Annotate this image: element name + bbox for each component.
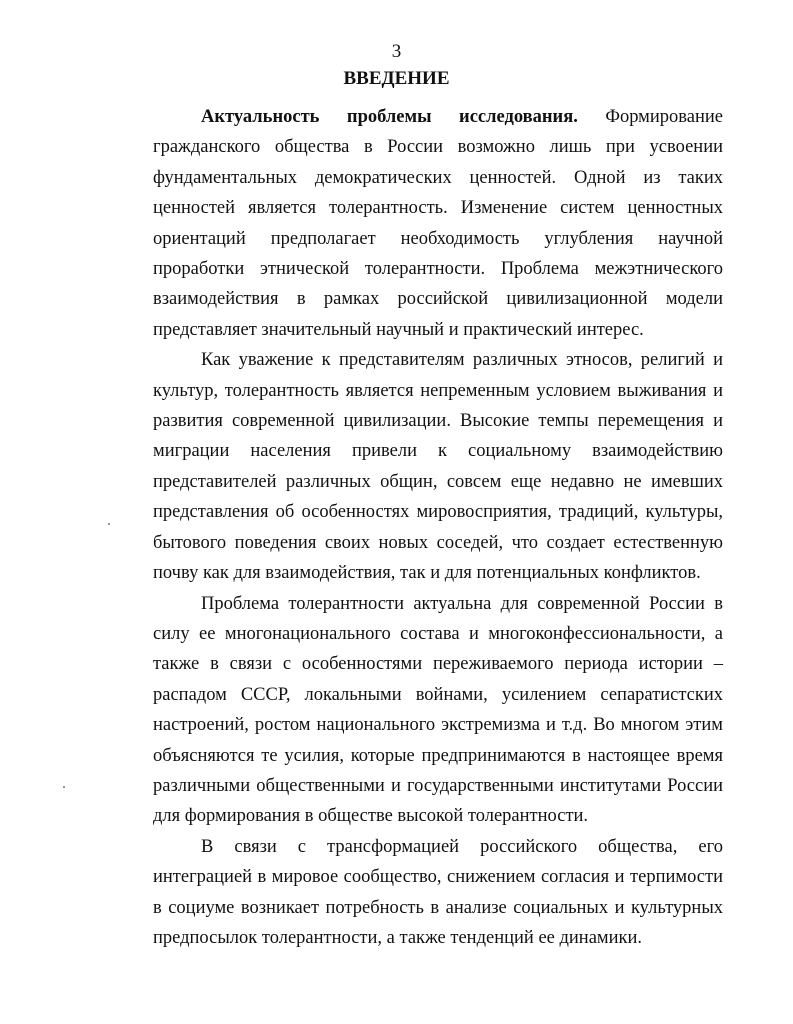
paragraph-lead: Актуальность проблемы исследования. <box>201 107 578 127</box>
paragraph-text: Формирование гражданского общества в России возможно лишь при усвоении фундаментальных демократических ценностей. Одной из таких ценностей является толерантность. Изменение систем ценностных ориентаций предполагает необходимость углубления научной проработки этнической толерантности. Проблема межэтнического взаимодействия в рамках российской цивилизационной модели представляет значительный научный и практический интерес. <box>153 107 723 340</box>
body-text <box>153 102 723 953</box>
paragraph-russia-problem: Проблема толерантности актуальна для современной России в силу ее многонационального состава и многоконфессиональности, а также в связи с особенностями переживаемого периода истории – распадом СССР, локальными войнами, усилением сепаратистских настроений, ростом национального экстремизма и т.д. Во многом этим объясняются те усилия, которые предпринимаются в настоящее время различными общественными и государственными институтами России для формирования в обществе высокой толерантности. <box>153 593 723 827</box>
scan-speck <box>63 786 65 788</box>
paragraph-relevance <box>153 102 723 345</box>
paragraph-transformation: В связи с трансформацией российского общества, его интеграцией в мировое сообщество, снижением согласия и терпимости в социуме возникает потребность в анализе социальных и культурных предпосылок толерантности, а также тенденций ее динамики. <box>153 836 723 948</box>
scan-speck <box>108 523 110 525</box>
paragraph-tolerance-respect: Как уважение к представителям различных этносов, религий и культур, толерантность является непременным условием выживания и развития современной цивилизации. Высокие темпы перемещения и миграции населения привели к социальному взаимодействию представителей различных общин, совсем еще недавно не имевших представления об особенностях мировосприятия, традиций, культуры, бытового поведения своих новых соседей, что создает естественную почву как для взаимодействия, так и для потенциальных конфликтов. <box>153 350 723 584</box>
page-title: ВВЕДЕНИЕ <box>343 68 450 89</box>
page-number: 3 <box>391 41 402 62</box>
